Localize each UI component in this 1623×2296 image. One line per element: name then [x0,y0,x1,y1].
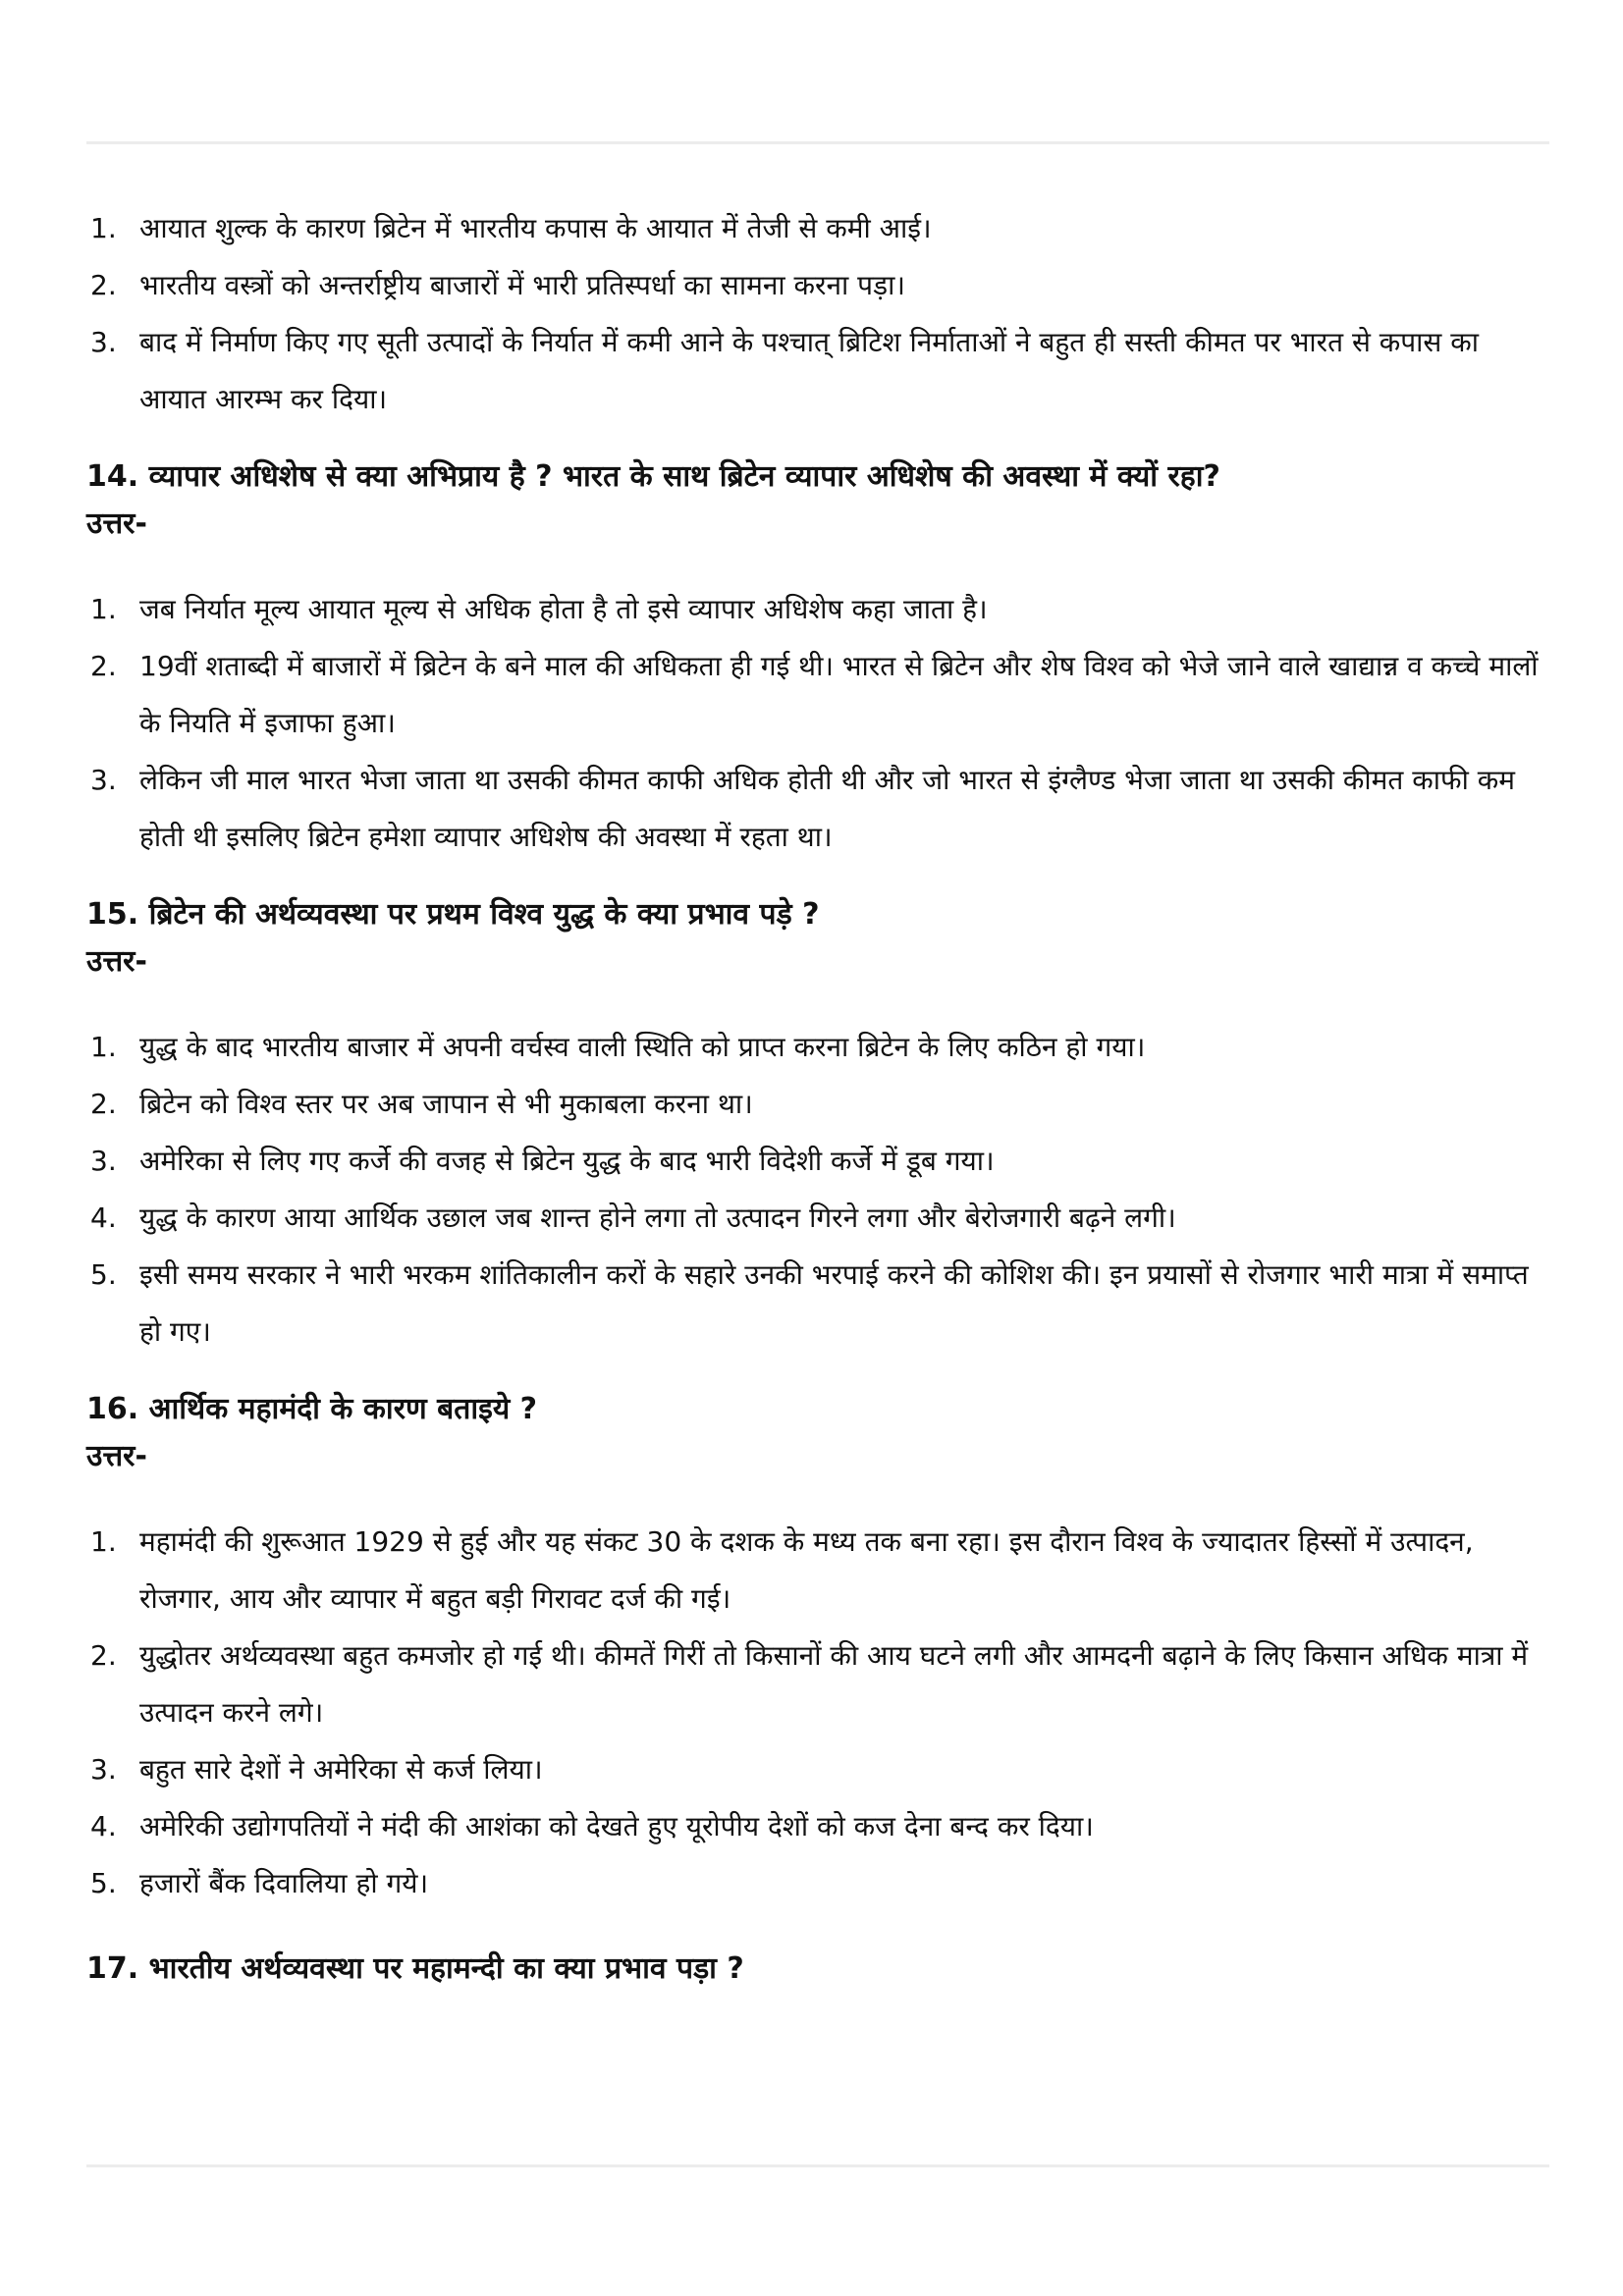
list-item-number: 3. [90,326,117,358]
list-item [86,1628,1549,1741]
list-item-number: 4. [90,1201,117,1234]
list-item-number: 2. [90,1639,117,1672]
list-item [86,1190,1549,1247]
list-item [86,1798,1549,1855]
list-item-text: लेकिन जी माल भारत भेजा जाता था उसकी कीमत काफी अधिक होती थी और जो भारत से इंग्लैण्ड भेजा जाता था उसकी कीमत काफी कम होती थी इसलिए ब्रिटेन हमेशा व्यापार अधिशेष की अवस्था में रहता था। [139,764,1515,853]
question-heading: 14. व्यापार अधिशेष से क्या अभिप्राय है ? भारत के साथ ब्रिटेन व्यापार अधिशेष की अवस्था में क्यों रहा? [86,459,1220,494]
list-item-number: 3. [90,1753,117,1786]
list-item-text: 19वीं शताब्दी में बाजारों में ब्रिटेन के बने माल की अधिकता ही गई थी। भारत से ब्रिटेन और शेष विश्व को भेजे जाने वाले खाद्यान्न व कच्चे मालों के नियति में इजाफा हुआ। [139,650,1539,739]
list-item-text: अमेरिकी उद्योगपतियों ने मंदी की आशंका को देखते हुए यूरोपीय देशों को कज देना बन्द कर दिया। [139,1810,1094,1842]
list-item-text: भारतीय वस्त्रों को अन्तर्राष्ट्रीय बाजारों में भारी प्रतिस्पर्धा का सामना करना पड़ा। [139,269,905,301]
list-item [86,1247,1549,1361]
list-item-number: 1. [90,593,117,625]
question-block-16 [86,1386,1549,1912]
list-item-number: 2. [90,269,117,301]
list-item-text: युद्ध के बाद भारतीय बाजार में अपनी वर्चस्व वाली स्थिति को प्राप्त करना ब्रिटेन के लिए कठिन हो गया। [139,1031,1146,1063]
page-content [86,200,1549,1993]
list-item-number: 5. [90,1867,117,1899]
list-item [86,581,1549,638]
answer-list-continued [86,200,1549,428]
question-heading: 15. ब्रिटेन की अर्थव्यवस्था पर प्रथम विश्व युद्ध के क्या प्रभाव पड़े ? [86,897,820,932]
answer-list [86,1514,1549,1912]
answer-label: उत्तर- [86,1439,147,1473]
list-item-text: जब निर्यात मूल्य आयात मूल्य से अधिक होता है तो इसे व्यापार अधिशेष कहा जाता है। [139,593,988,625]
question-heading: 17. भारतीय अर्थव्यवस्था पर महामन्दी का क्या प्रभाव पड़ा ? [86,1951,744,1986]
list-item-number: 1. [90,1525,117,1558]
question-block-17 [86,1946,1549,1993]
question-block-15 [86,891,1549,1361]
list-item [86,257,1549,314]
list-item [86,200,1549,257]
list-item-text: आयात शुल्क के कारण ब्रिटेन में भारतीय कपास के आयात में तेजी से कमी आई। [139,212,932,244]
list-item [86,1019,1549,1076]
list-item [86,314,1549,428]
answer-list [86,1019,1549,1361]
answer-label: उत्तर- [86,507,147,541]
list-item-text: युद्धोतर अर्थव्यवस्था बहुत कमजोर हो गई थी। कीमतें गिरीं तो किसानों की आय घटने लगी और आमदनी बढ़ाने के लिए किसान अधिक मात्रा में उत्पादन करने लगे। [139,1639,1529,1729]
page-top-divider [86,141,1549,144]
list-item [86,1133,1549,1190]
list-item [86,1076,1549,1133]
list-item-number: 2. [90,1088,117,1120]
list-item-text: युद्ध के कारण आया आर्थिक उछाल जब शान्त होने लगा तो उत्पादन गिरने लगा और बेरोजगारी बढ़ने लगी। [139,1201,1176,1234]
page-bottom-divider [86,2164,1549,2167]
list-item-number: 4. [90,1810,117,1842]
list-item-number: 2. [90,650,117,682]
list-item [86,1741,1549,1798]
list-item-number: 1. [90,212,117,244]
list-item-number: 5. [90,1258,117,1291]
answer-label: उत्तर- [86,944,147,979]
list-item-text: अमेरिका से लिए गए कर्जे की वजह से ब्रिटेन युद्ध के बाद भारी विदेशी कर्जे में डूब गया। [139,1145,995,1177]
list-item [86,638,1549,752]
list-item-text: बहुत सारे देशों ने अमेरिका से कर्ज लिया। [139,1753,543,1786]
list-item-text: बाद में निर्माण किए गए सूती उत्पादों के निर्यात में कमी आने के पश्चात् ब्रिटिश निर्माताओं ने बहुत ही सस्ती कीमत पर भारत से कपास का आयात आरम्भ कर दिया। [139,326,1480,415]
answer-list [86,581,1549,866]
list-item-text: महामंदी की शुरूआत 1929 से हुई और यह संकट 30 के दशक के मध्य तक बना रहा। इस दौरान विश्व के ज्यादातर हिस्सों में उत्पादन, रोजगार, आय और व्यापार में बहुत बड़ी गिरावट दर्ज की गई। [139,1525,1474,1615]
question-heading: 16. आर्थिक महामंदी के कारण बताइये ? [86,1392,538,1426]
list-item [86,1855,1549,1912]
list-item-text: इसी समय सरकार ने भारी भरकम शांतिकालीन करों के सहारे उनकी भरपाई करने की कोशिश की। इन प्रयासों से रोजगार भारी मात्रा में समाप्त हो गए। [139,1258,1529,1348]
list-item [86,752,1549,866]
list-item [86,1514,1549,1628]
list-item-text: हजारों बैंक दिवालिया हो गये। [139,1867,429,1899]
list-item-text: ब्रिटेन को विश्व स्तर पर अब जापान से भी मुकाबला करना था। [139,1088,753,1120]
list-item-number: 3. [90,1145,117,1177]
list-item-number: 1. [90,1031,117,1063]
question-block-14 [86,454,1549,866]
list-item-number: 3. [90,764,117,796]
